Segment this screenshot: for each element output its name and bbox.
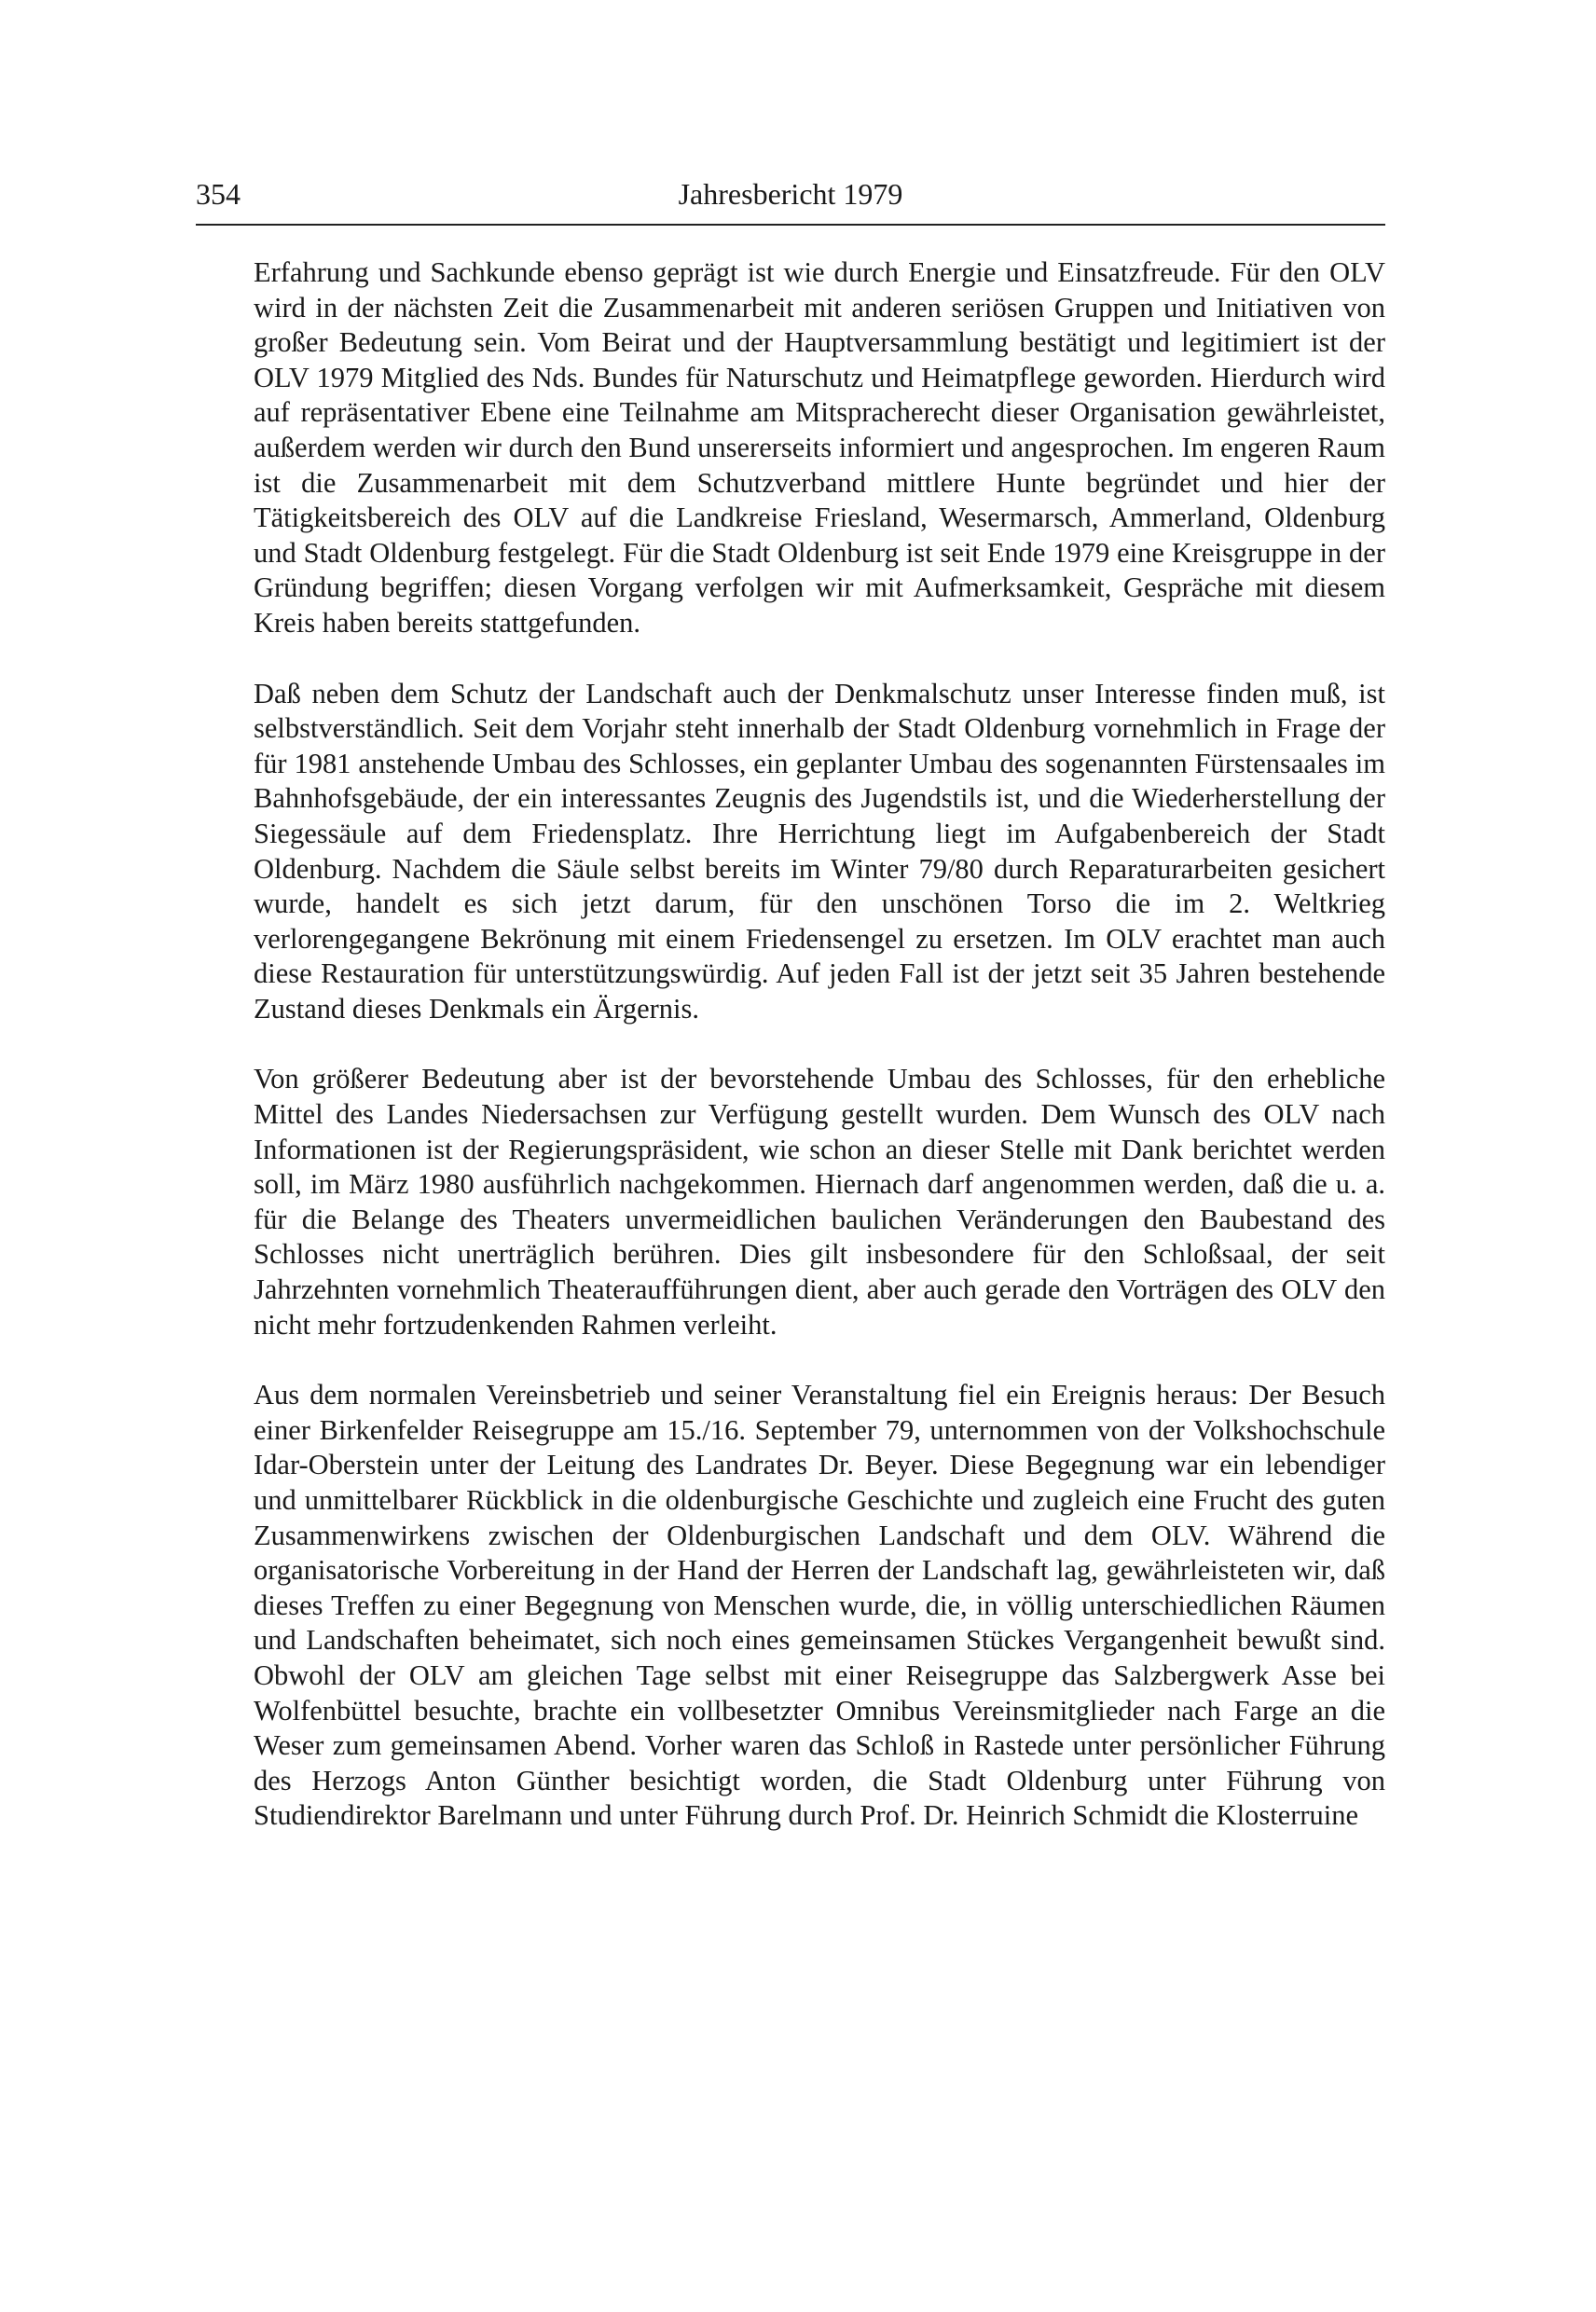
page-number: 354 — [196, 177, 241, 211]
paragraph-birkenfeld-visit: Aus dem normalen Vereinsbetrieb und seiner Veranstaltung fiel ein Ereignis heraus: Der Besuch einer Birkenfelder Reisegruppe am 15./16. September 79, unternommen von der Volkshochschule Idar-Oberstein unter der Leitung des Landrates Dr. Beyer. Diese Begegnung war ein lebendiger und unmittelbarer Rückblick in die oldenburgische Geschichte und zugleich eine Frucht des guten Zusammenwirkens zwischen der Oldenburgischen Landschaft und dem OLV. Während die organisatorische Vorbereitung in der Hand der Herren der Landschaft lag, gewährleisteten wir, daß dieses Treffen zu einer Begegnung von Menschen wurde, die, in völlig unterschiedlichen Räumen und Landschaften beheimatet, sich noch eines gemeinsamen Stückes Vergangenheit bewußt sind. Obwohl der OLV am gleichen Tage selbst mit einer Reisegruppe das Salzbergwerk Asse bei Wolfenbüttel besuchte, brachte ein vollbesetzter Omnibus Vereinsmitglieder nach Farge an die Weser zum gemeinsamen Abend. Vorher waren das Schloß in Rastede unter persönlicher Führung des Herzogs Anton Günther besichtigt worden, die Stadt Oldenburg unter Führung von Studiendirektor Barelmann und unter Führung durch Prof. Dr. Heinrich Schmidt die Klosterruine — [254, 1379, 1385, 1832]
paragraph-castle-renovation: Von größerer Bedeutung aber ist der bevorstehende Umbau des Schlosses, für den erhebliche Mittel des Landes Niedersachsen zur Verfügung gestellt wurden. Dem Wunsch des OLV nach Informationen ist der Regierungspräsident, wie schon an dieser Stelle mit Dank berichtet werden soll, im März 1980 ausführlich nachgekommen. Hiernach darf angenommen werden, daß die u. a. für die Belange des Theaters unvermeidlichen baulichen Veränderungen den Baubestand des Schlosses nicht unerträglich berühren. Dies gilt insbesondere für den Schloßsaal, der seit Jahrzehnten vornehmlich Theateraufführungen dient, aber auch gerade den Vorträgen des OLV den nicht mehr fortzudenkenden Rahmen verleiht. — [254, 1063, 1385, 1341]
body-text — [254, 255, 1385, 1834]
paragraph-olv-cooperation: Erfahrung und Sachkunde ebenso geprägt ist wie durch Energie und Einsatzfreude. Für den OLV wird in der nächsten Zeit die Zusammenarbeit mit anderen seriösen Gruppen und Initiativen von großer Bedeutung sein. Vom Beirat und der Hauptversammlung bestätigt und legitimiert ist der OLV 1979 Mitglied des Nds. Bundes für Naturschutz und Heimatpflege geworden. Hierdurch wird auf repräsentativer Ebene eine Teilnahme am Mitspracherecht dieser Organisation gewährleistet, außerdem werden wir durch den Bund unsererseits informiert und angesprochen. Im engeren Raum ist die Zusammenarbeit mit dem Schutzverband mittlere Hunte begründet und hier der Tätigkeitsbereich des OLV auf die Landkreise Friesland, Wesermarsch, Ammerland, Oldenburg und Stadt Oldenburg festgelegt. Für die Stadt Oldenburg ist seit Ende 1979 eine Kreisgruppe in der Gründung begriffen; diesen Vorgang verfolgen wir mit Aufmerksamkeit, Gespräche mit diesem Kreis haben bereits stattgefunden. — [254, 256, 1385, 639]
paragraph-monument-protection: Daß neben dem Schutz der Landschaft auch der Denkmalschutz unser Interesse finden muß, ist selbstverständlich. Seit dem Vorjahr steht innerhalb der Stadt Oldenburg vornehmlich in Frage der für 1981 anstehende Umbau des Schlosses, ein geplanter Umbau des sogenannten Fürstensaales im Bahnhofsgebäude, der ein interessantes Zeugnis des Jugendstils ist, und die Wiederherstellung der Siegessäule auf dem Friedensplatz. Ihre Herrichtung liegt im Aufgabenbereich der Stadt Oldenburg. Nachdem die Säule selbst bereits im Winter 79/80 durch Reparaturarbeiten gesichert wurde, handelt es sich jetzt darum, für den unschönen Torso die im 2. Weltkrieg verlorengegangene Bekrönung mit einem Friedensengel zu ersetzen. Im OLV erachtet man auch diese Restauration für unterstützungswürdig. Auf jeden Fall ist der jetzt seit 35 Jahren bestehende Zustand dieses Denkmals ein Ärgernis. — [254, 677, 1385, 1025]
running-title: Jahresbericht 1979 — [678, 177, 903, 211]
header-rule — [196, 224, 1385, 226]
running-header — [196, 172, 1385, 216]
